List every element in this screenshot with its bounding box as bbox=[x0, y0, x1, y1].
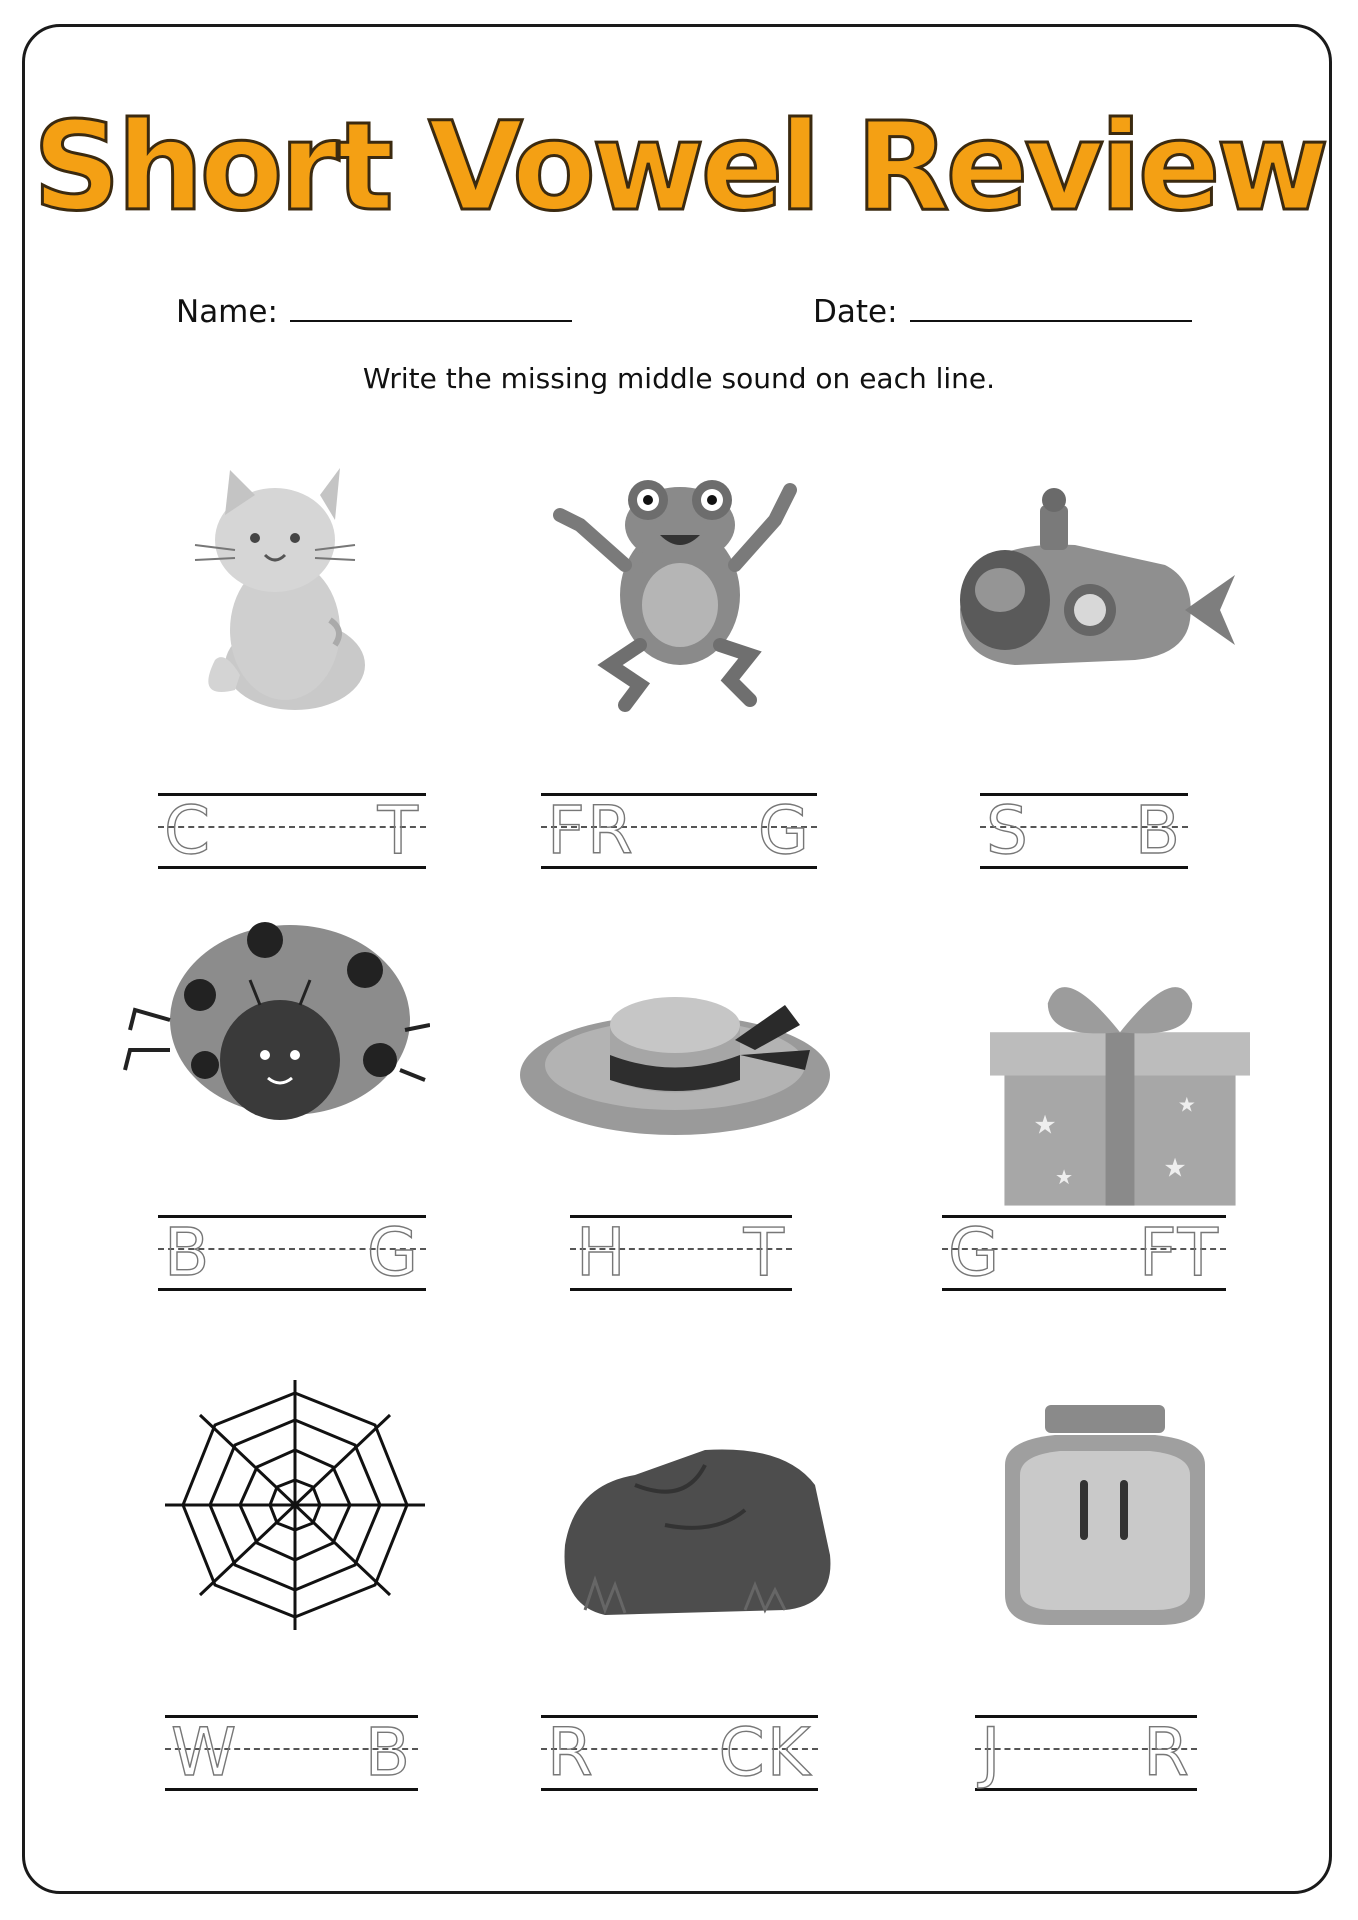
name-label: Name: bbox=[176, 294, 278, 330]
trace-line[interactable] bbox=[165, 1715, 418, 1791]
svg-text:★: ★ bbox=[1177, 1094, 1196, 1117]
trace-last-letters: G bbox=[366, 1214, 420, 1291]
date-line[interactable] bbox=[910, 290, 1192, 322]
trace-line[interactable] bbox=[980, 793, 1188, 869]
trace-first-letters: R bbox=[547, 1714, 595, 1791]
trace-last-letters: R bbox=[1143, 1714, 1191, 1791]
cat-icon bbox=[125, 460, 445, 720]
name-field[interactable] bbox=[176, 290, 572, 330]
frog-icon bbox=[520, 455, 840, 715]
trace-first-letters: J bbox=[981, 1714, 1003, 1791]
trace-first-letters: FR bbox=[547, 792, 635, 869]
submarine-icon bbox=[935, 470, 1255, 730]
trace-line[interactable] bbox=[942, 1215, 1226, 1291]
trace-line[interactable] bbox=[975, 1715, 1197, 1791]
trace-first-letters: C bbox=[164, 792, 213, 869]
ladybug-icon bbox=[110, 900, 430, 1160]
trace-first-letters: S bbox=[986, 792, 1030, 869]
trace-line[interactable] bbox=[541, 1715, 818, 1791]
trace-first-letters: B bbox=[164, 1214, 212, 1291]
hat-icon bbox=[515, 930, 835, 1190]
trace-line[interactable] bbox=[158, 793, 426, 869]
trace-first-letters: G bbox=[948, 1214, 1002, 1291]
svg-text:★: ★ bbox=[1033, 1109, 1057, 1140]
trace-line[interactable] bbox=[541, 793, 817, 869]
trace-last-letters: FT bbox=[1138, 1214, 1220, 1291]
spiderweb-icon bbox=[135, 1375, 455, 1635]
trace-last-letters: CK bbox=[718, 1714, 812, 1791]
trace-last-letters: B bbox=[1134, 792, 1182, 869]
svg-text:★: ★ bbox=[1163, 1152, 1187, 1183]
trace-first-letters: H bbox=[576, 1214, 628, 1291]
gift-icon bbox=[960, 960, 1280, 1220]
trace-last-letters: T bbox=[743, 1214, 786, 1291]
rock-icon bbox=[545, 1405, 865, 1665]
instructions: Write the missing middle sound on each line. bbox=[362, 362, 996, 395]
trace-last-letters: T bbox=[377, 792, 420, 869]
worksheet-title: Short Vowel Review bbox=[32, 96, 1326, 238]
svg-text:★: ★ bbox=[1055, 1166, 1074, 1189]
date-label: Date: bbox=[813, 294, 898, 330]
trace-line[interactable] bbox=[570, 1215, 792, 1291]
date-field[interactable] bbox=[813, 290, 1192, 330]
trace-last-letters: B bbox=[364, 1714, 412, 1791]
trace-line[interactable] bbox=[158, 1215, 426, 1291]
trace-first-letters: W bbox=[171, 1714, 239, 1791]
trace-last-letters: G bbox=[757, 792, 811, 869]
name-line[interactable] bbox=[290, 290, 572, 322]
jar-icon bbox=[945, 1385, 1265, 1645]
